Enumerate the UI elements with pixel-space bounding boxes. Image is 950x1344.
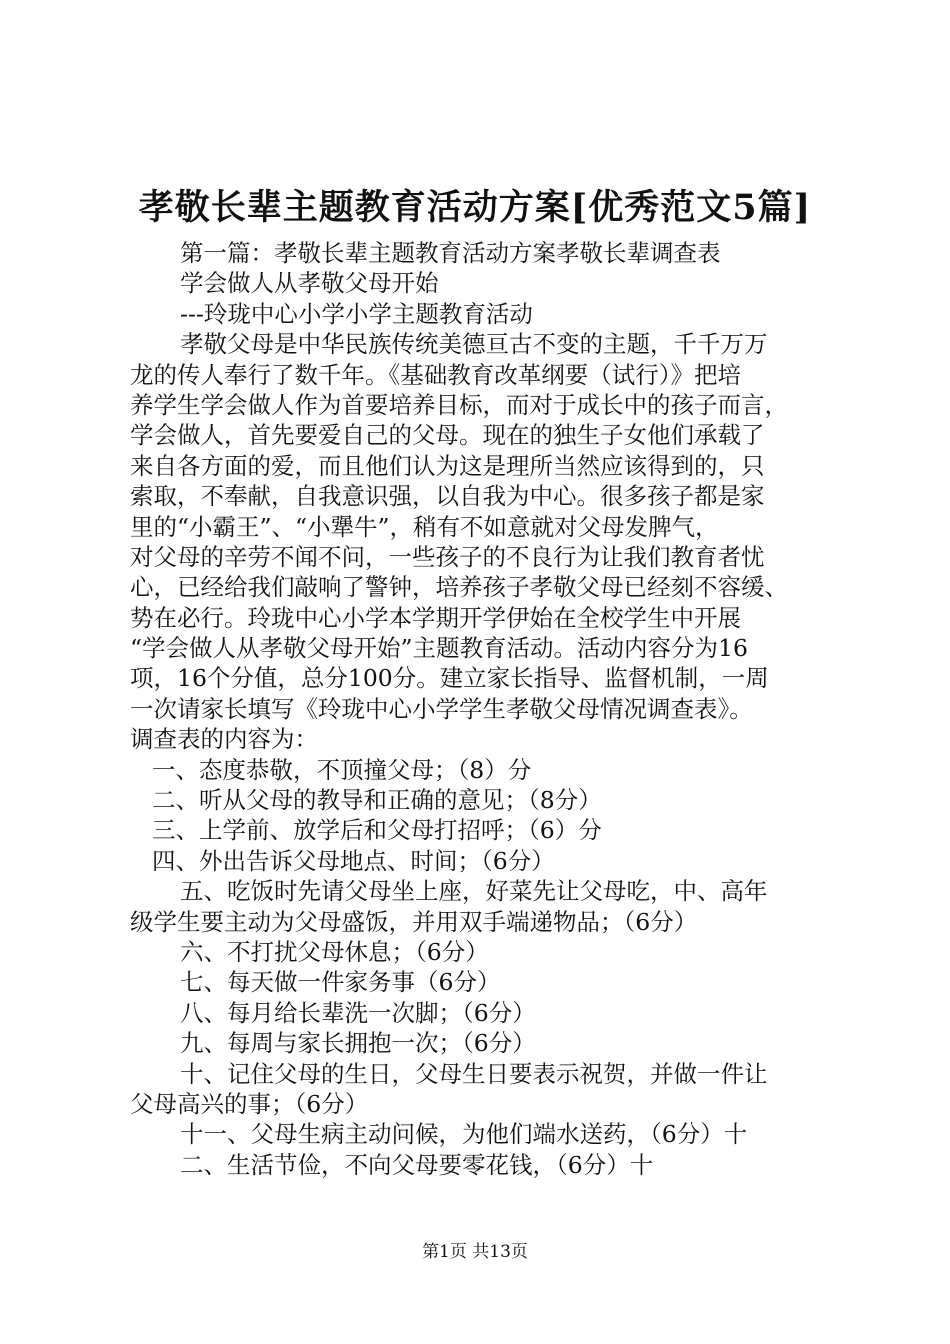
document-body [130,238,830,1180]
body-line: 里的“小霸王”、“小犟牛”，稍有不如意就对父母发脾气， [130,512,719,541]
body-line: 十、记住父母的生日，父母生日要表示祝贺，并做一件让 [180,1059,768,1088]
body-line: 九、每周与家长拥抱一次；（6分） [180,1029,536,1058]
body-line: 十一、父母生病主动问候，为他们端水送药，（6分）十 [180,1120,748,1149]
body-line: “学会做人从孝敬父母开始”主题教育活动。活动内容分为16 [130,634,748,663]
body-line: 学会做人从孝敬父母开始 [180,269,439,298]
body-line: 八、每月给长辈洗一次脚；（6分） [180,998,536,1027]
body-line: 养学生学会做人作为首要培养目标，而对于成长中的孩子而言， [130,390,788,419]
body-line: 四、外出告诉父母地点、时间；（6分） [152,846,555,875]
body-line: 孝敬父母是中华民族传统美德亘古不变的主题，千千万万 [180,330,768,359]
page-footer: 第1页 共13页 [422,1242,528,1262]
body-line: 项，16个分值，总分100分。建立家长指导、监督机制，一周 [130,664,769,693]
body-line: 七、每天做一件家务事（6分） [180,968,501,997]
body-line: 对父母的辛劳不闻不问，一些孩子的不良行为让我们教育者忧 [130,542,765,571]
body-line: 六、不打扰父母休息；（6分） [180,937,489,966]
body-line: 学会做人，首先要爱自己的父母。现在的独生子女他们承载了 [130,421,765,450]
body-line: 来自各方面的爱，而且他们认为这是理所当然应该得到的，只 [130,451,765,480]
body-line: 二、听从父母的教导和正确的意见；（8分） [152,786,602,815]
body-line: 索取，不奉献，自我意识强，以自我为中心。很多孩子都是家 [130,482,765,511]
body-line: 龙的传人奉行了数千年。《基础教育改革纲要（试行）》把培 [130,360,741,389]
body-line: 调查表的内容为： [130,725,318,754]
body-line: 五、吃饭时先请父母坐上座，好菜先让父母吃，中、高年 [180,877,768,906]
document-title: 孝敬长辈主题教育活动方案[优秀范文5篇] [138,187,812,228]
body-line: 势在必行。玲珑中心小学本学期开学伊始在全校学生中开展 [130,603,741,632]
body-line: 级学生要主动为父母盛饭，并用双手端递物品；（6分） [130,907,698,936]
body-line: 第一篇：孝敬长辈主题教育活动方案孝敬长辈调查表 [180,239,721,267]
body-line: 父母高兴的事；（6分） [130,1089,369,1118]
body-line: 二、生活节俭，不向父母要零花钱，（6分）十 [180,1150,654,1179]
body-line: 三、上学前、放学后和父母打招呼；（6）分 [152,816,602,845]
body-line: 一次请家长填写《玲珑中心小学学生孝敬父母情况调查表》。 [130,694,753,723]
body-line: 一、态度恭敬，不顶撞父母；（8）分 [152,755,532,784]
body-line: 心，已经给我们敲响了警钟，培养孩子孝敬父母已经刻不容缓、 [130,573,788,602]
body-line: ---玲珑中心小学小学主题教育活动 [180,299,533,328]
